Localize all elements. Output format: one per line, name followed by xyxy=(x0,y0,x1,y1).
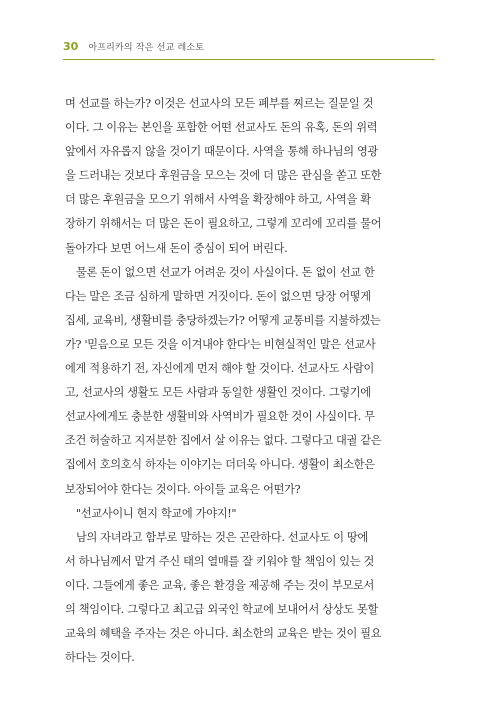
text-line: 서 하나님께서 맡겨 주신 태의 열매를 잘 키워야 할 책임이 있는 것 xyxy=(65,554,375,568)
running-header xyxy=(63,36,443,56)
text-line: 이다. 그 이유는 본인을 포함한 어떤 선교사도 돈의 유혹, 돈의 위력 xyxy=(65,121,378,135)
text-line: 선교사에게도 충분한 생활비와 사역비가 필요한 것이 사실이다. 무 xyxy=(65,410,375,424)
text-line: 돌아가다 보면 어느새 돈이 중심이 되어 버린다. xyxy=(65,241,288,255)
text-line: 장하기 위해서는 더 많은 돈이 필요하고, 그렇게 꼬리에 꼬리를 물어 xyxy=(65,217,382,231)
text-line: 이다. 그들에게 좋은 교육, 좋은 환경을 제공해 주는 것이 부모로서 xyxy=(65,578,375,592)
text-line: 하다는 것이다. xyxy=(65,651,135,665)
text-line: 보장되어야 한다는 것이다. 아이들 교육은 어떤가? xyxy=(65,482,301,496)
body-text xyxy=(65,92,437,670)
text-line: 남의 자녀라고 함부로 말하는 것은 곤란하다. 선교사도 이 땅에 xyxy=(76,530,368,544)
text-line: 며 선교를 하는가? 이것은 선교사의 모든 폐부를 찌르는 질문일 것 xyxy=(65,97,374,110)
text-line: 집세, 교육비, 생활비를 충당하겠는가? 어떻게 교통비를 지불하겠는 xyxy=(65,313,381,327)
page-number: 30 xyxy=(63,39,79,53)
text-line: 조건 허술하고 지저분한 집에서 살 이유는 없다. 그렇다고 대궐 같은 xyxy=(65,434,382,448)
text-line: 을 드러내는 것보다 후원금을 모으는 것에 더 많은 관심을 쏟고 또한 xyxy=(65,169,382,183)
text-line: 가? '믿음으로 모든 것을 이겨내야 한다'는 비현실적인 말은 선교사 xyxy=(65,337,376,351)
text-line: "선교사이니 현지 학교에 가야지!" xyxy=(76,506,237,520)
text-line: 고, 선교사의 생활도 모든 사람과 동일한 생활인 것이다. 그렇기에 xyxy=(65,386,371,400)
text-line: 교육의 혜택을 주자는 것은 아니다. 최소한의 교육은 받는 것이 필요 xyxy=(65,627,382,641)
text-line: 에게 적용하기 전, 자신에게 먼저 해야 할 것이다. 선교사도 사람이 xyxy=(65,362,375,376)
text-line: 앞에서 자유롭지 않을 것이기 때문이다. 사역을 통해 하나님의 영광 xyxy=(65,145,378,159)
text-line: 의 책임이다. 그렇다고 최고급 외국인 학교에 보내어서 상상도 못할 xyxy=(65,602,378,616)
header-divider xyxy=(63,59,435,60)
text-line: 다는 말은 조금 심하게 말하면 거짓이다. 돈이 없으면 당장 어떻게 xyxy=(65,289,371,303)
text-line: 물론 돈이 없으면 선교가 어려운 것이 사실이다. 돈 없이 선교 한 xyxy=(76,265,375,279)
text-line: 더 많은 후원금을 모으기 위해서 사역을 확장해야 하고, 사역을 확 xyxy=(65,193,371,207)
text-line: 집에서 호의호식 하자는 이야기는 더더욱 아니다. 생활이 최소한은 xyxy=(65,458,375,472)
running-header-title: 아프리카의 작은 선교 레소토 xyxy=(88,42,205,53)
